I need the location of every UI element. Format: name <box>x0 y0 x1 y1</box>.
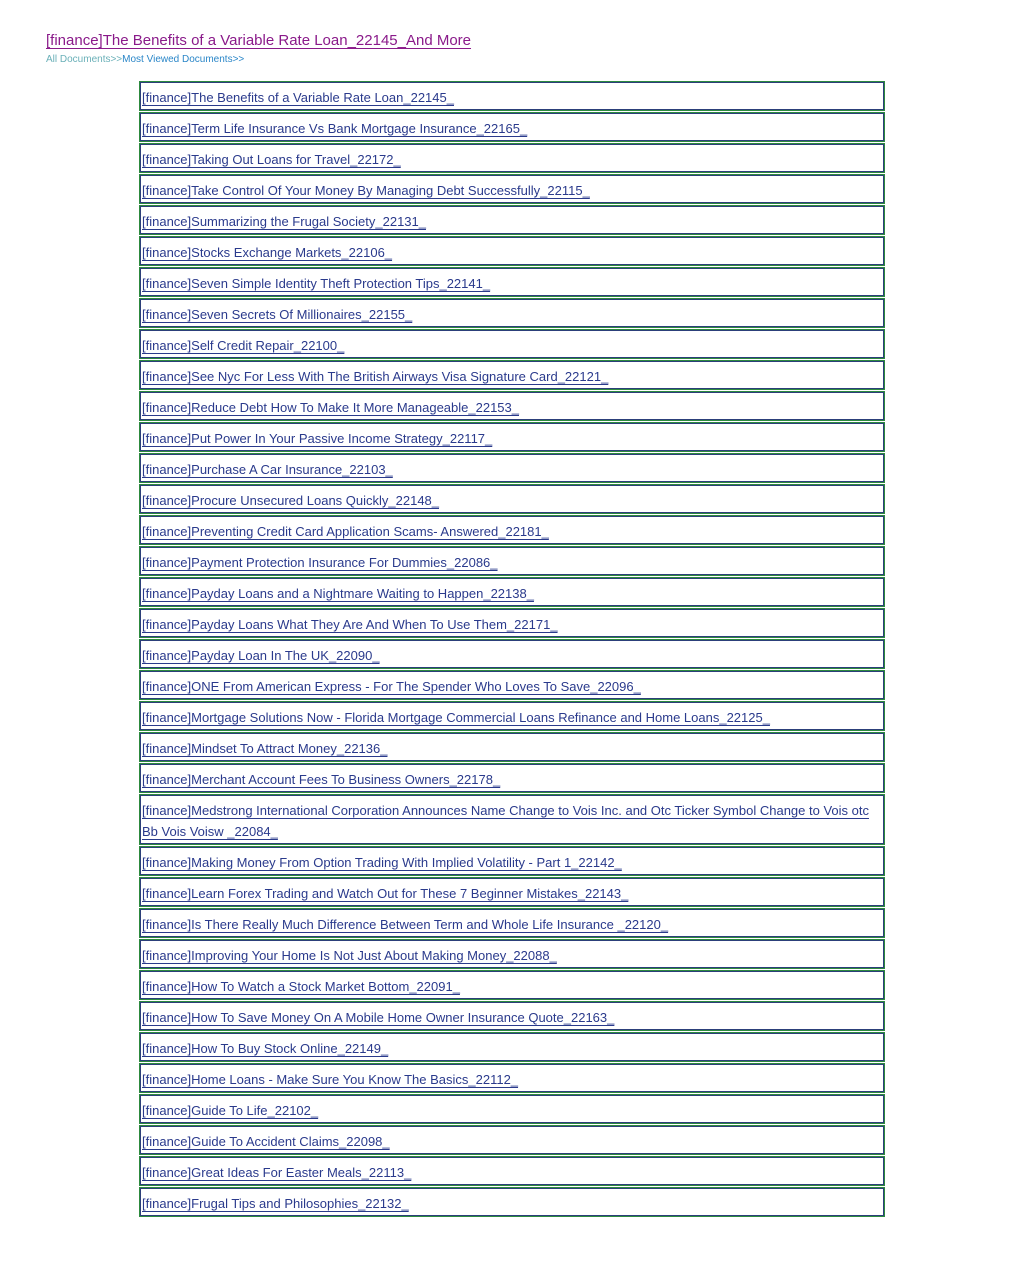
document-link[interactable]: [finance]Medstrong International Corporation Announces Name Change to Vois Inc. and Otc Ticker Symbol Change to Vois otc Bb Vois Voisw _22084_ <box>139 794 885 845</box>
document-link[interactable]: [finance]Summarizing the Frugal Society_22131_ <box>139 205 885 235</box>
document-link[interactable]: [finance]Put Power In Your Passive Income Strategy_22117_ <box>139 422 885 452</box>
document-link[interactable]: [finance]Mortgage Solutions Now - Florida Mortgage Commercial Loans Refinance and Home Loans_22125_ <box>139 701 885 731</box>
document-link[interactable]: [finance]Home Loans - Make Sure You Know The Basics_22112_ <box>139 1063 885 1093</box>
document-link[interactable]: [finance]Making Money From Option Trading With Implied Volatility - Part 1_22142_ <box>139 846 885 876</box>
document-link[interactable]: [finance]Preventing Credit Card Application Scams- Answered_22181_ <box>139 515 885 545</box>
document-link[interactable]: [finance]Guide To Accident Claims_22098_ <box>139 1125 885 1155</box>
breadcrumb-separator: >> <box>110 54 123 65</box>
document-link[interactable]: [finance]Is There Really Much Difference Between Term and Whole Life Insurance _22120_ <box>139 908 885 938</box>
document-link[interactable]: [finance]See Nyc For Less With The British Airways Visa Signature Card_22121_ <box>139 360 885 390</box>
breadcrumb-separator: >> <box>232 54 245 65</box>
document-link[interactable]: [finance]How To Save Money On A Mobile Home Owner Insurance Quote_22163_ <box>139 1001 885 1031</box>
document-link[interactable]: [finance]Payday Loans What They Are And When To Use Them_22171_ <box>139 608 885 638</box>
breadcrumb-all-documents-link[interactable]: All Documents <box>46 54 111 65</box>
document-link[interactable]: [finance]Merchant Account Fees To Business Owners_22178_ <box>139 763 885 793</box>
document-link[interactable]: [finance]Self Credit Repair_22100_ <box>139 329 885 359</box>
document-list <box>139 81 885 1218</box>
document-link[interactable]: [finance]Guide To Life_22102_ <box>139 1094 885 1124</box>
document-link[interactable]: [finance]Payment Protection Insurance For Dummies_22086_ <box>139 546 885 576</box>
page-title[interactable]: [finance]The Benefits of a Variable Rate Loan_22145_And More <box>46 32 472 49</box>
breadcrumb-most-viewed-link[interactable]: Most Viewed Documents <box>122 54 233 65</box>
document-link[interactable]: [finance]Improving Your Home Is Not Just About Making Money_22088_ <box>139 939 885 969</box>
document-link[interactable]: [finance]Procure Unsecured Loans Quickly_22148_ <box>139 484 885 514</box>
document-link[interactable]: [finance]Take Control Of Your Money By Managing Debt Successfully_22115_ <box>139 174 885 204</box>
document-link[interactable]: [finance]Mindset To Attract Money_22136_ <box>139 732 885 762</box>
document-link[interactable]: [finance]Seven Secrets Of Millionaires_22155_ <box>139 298 885 328</box>
document-link[interactable]: [finance]Great Ideas For Easter Meals_22113_ <box>139 1156 885 1186</box>
document-link[interactable]: [finance]Seven Simple Identity Theft Protection Tips_22141_ <box>139 267 885 297</box>
document-link[interactable]: [finance]Payday Loans and a Nightmare Waiting to Happen_22138_ <box>139 577 885 607</box>
document-link[interactable]: [finance]How To Watch a Stock Market Bottom_22091_ <box>139 970 885 1000</box>
document-link[interactable]: [finance]Reduce Debt How To Make It More Manageable_22153_ <box>139 391 885 421</box>
document-link[interactable]: [finance]Taking Out Loans for Travel_22172_ <box>139 143 885 173</box>
document-link[interactable]: [finance]Stocks Exchange Markets_22106_ <box>139 236 885 266</box>
document-link[interactable]: [finance]Learn Forex Trading and Watch Out for These 7 Beginner Mistakes_22143_ <box>139 877 885 907</box>
document-link[interactable]: [finance]ONE From American Express - For The Spender Who Loves To Save_22096_ <box>139 670 885 700</box>
document-link[interactable]: [finance]Frugal Tips and Philosophies_22132_ <box>139 1187 885 1217</box>
document-link[interactable]: [finance]How To Buy Stock Online_22149_ <box>139 1032 885 1062</box>
document-link[interactable]: [finance]The Benefits of a Variable Rate Loan_22145_ <box>139 81 885 111</box>
document-link[interactable]: [finance]Purchase A Car Insurance_22103_ <box>139 453 885 483</box>
breadcrumb <box>46 54 244 65</box>
document-link[interactable]: [finance]Payday Loan In The UK_22090_ <box>139 639 885 669</box>
document-link[interactable]: [finance]Term Life Insurance Vs Bank Mortgage Insurance_22165_ <box>139 112 885 142</box>
